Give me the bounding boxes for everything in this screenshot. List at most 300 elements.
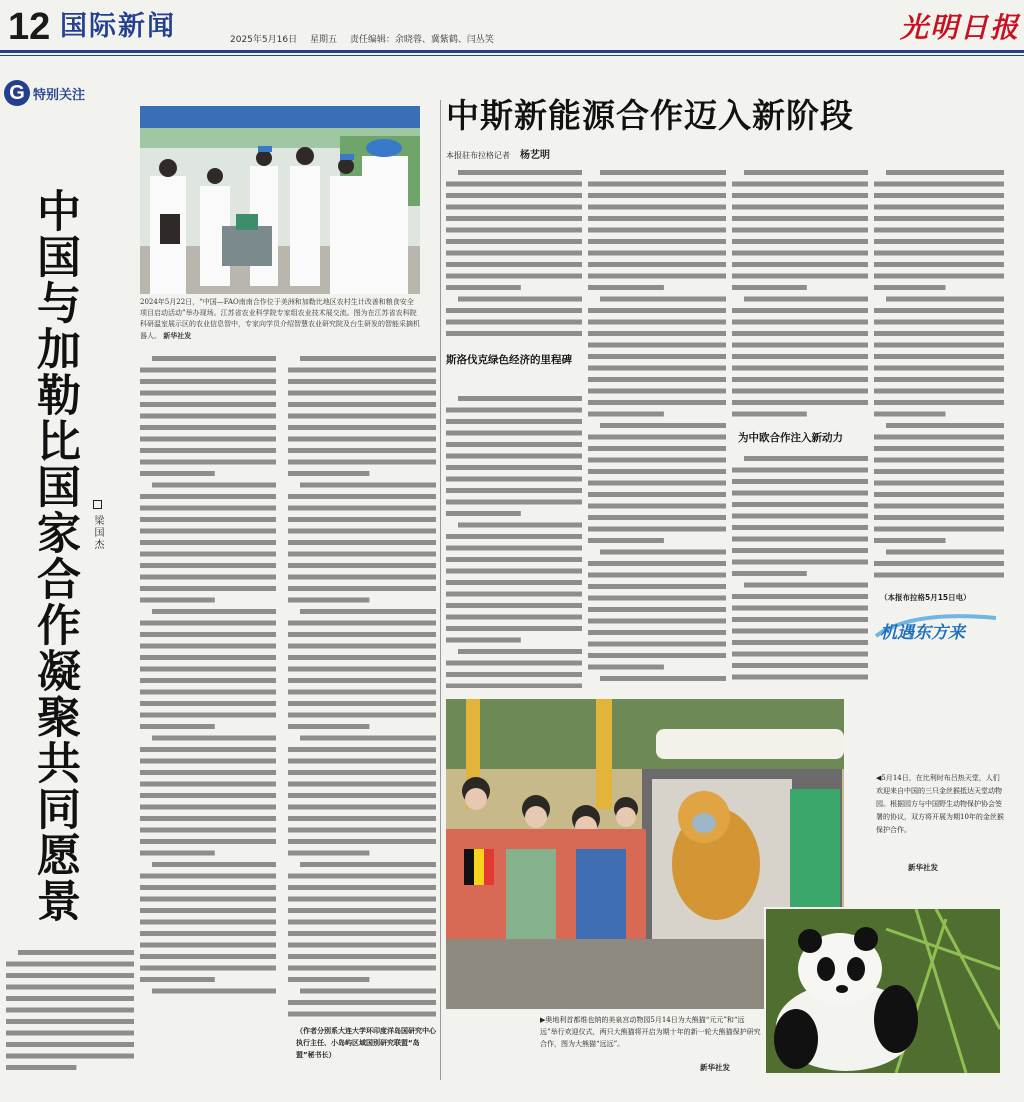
text-line <box>446 511 521 516</box>
text-line <box>288 368 436 373</box>
main-article-byline <box>446 146 550 161</box>
text-line <box>732 491 868 496</box>
text-line <box>588 389 726 394</box>
text-line <box>732 285 807 290</box>
text-line <box>874 343 1004 348</box>
left-col1-textlines <box>140 352 276 1002</box>
text-line <box>588 182 726 187</box>
main-col1a-textlines <box>446 166 582 346</box>
text-line <box>140 828 276 833</box>
text-line <box>288 575 436 580</box>
text-line <box>288 701 436 706</box>
text-line <box>6 1031 134 1036</box>
main-article-source: （本报布拉格5月15日电） <box>880 593 971 602</box>
text-line <box>588 665 664 670</box>
text-line <box>588 366 726 371</box>
text-line <box>288 598 369 603</box>
text-line <box>446 193 582 198</box>
text-line <box>140 552 276 557</box>
text-line <box>446 308 582 313</box>
text-line <box>288 793 436 798</box>
text-line <box>732 412 807 417</box>
text-line <box>874 446 1004 451</box>
text-line <box>732 228 868 233</box>
text-line <box>874 308 1004 313</box>
byline-name: 杨艺明 <box>520 150 550 161</box>
text-line <box>288 563 436 568</box>
opportunity-east-logo-art <box>872 606 1000 646</box>
text-line <box>140 943 276 948</box>
text-line <box>732 366 868 371</box>
golden-monkey-credit: 新华社发 <box>908 863 938 872</box>
text-line <box>6 962 134 967</box>
text-line <box>300 736 436 741</box>
text-line <box>874 458 1004 463</box>
text-line <box>288 966 436 971</box>
text-line <box>732 502 868 507</box>
text-line <box>588 527 726 532</box>
text-line <box>458 170 582 175</box>
text-line <box>288 724 369 729</box>
text-line <box>6 985 134 990</box>
text-line <box>588 216 726 221</box>
text-line <box>588 239 726 244</box>
text-line <box>732 468 868 473</box>
text-line <box>140 632 276 637</box>
text-line <box>732 239 868 244</box>
greenhouse-caption-text: 2024年5月22日，“中国—FAO南南合作位于美洲和加勒比地区农村生计改善和粮食安全项目启动活动”举办现场。江苏省农业科学院专家组农业技术展交流。图为在江苏省农科院科研温室展示区的农业信息智中，专家向学员介绍智慧农业研究院及台生研发的智能采摘机器人。 <box>140 298 420 340</box>
text-line <box>446 488 582 493</box>
text-line <box>288 678 436 683</box>
text-line <box>588 251 726 256</box>
main-article-col-3b <box>732 452 868 688</box>
greenhouse-caption-credit: 新华社发 <box>163 331 192 340</box>
main-article-headline: 中斯新能源合作迈入新阶段 <box>446 96 854 135</box>
text-line <box>874 205 1004 210</box>
text-line <box>140 471 215 476</box>
text-line <box>140 506 276 511</box>
text-line <box>874 354 1004 359</box>
text-line <box>446 205 582 210</box>
text-line <box>588 573 726 578</box>
text-line <box>732 262 868 267</box>
text-line <box>732 308 868 313</box>
text-line <box>874 573 1004 578</box>
text-line <box>732 606 868 611</box>
text-line <box>288 391 436 396</box>
text-line <box>874 435 1004 440</box>
text-line <box>140 851 215 856</box>
text-line <box>588 320 726 325</box>
text-line <box>732 640 868 645</box>
text-line <box>288 425 436 430</box>
text-line <box>588 596 726 601</box>
text-line <box>886 297 1004 302</box>
text-line <box>588 400 726 405</box>
text-line <box>588 446 726 451</box>
text-line <box>288 690 436 695</box>
text-line <box>288 621 436 626</box>
text-line <box>886 170 1004 175</box>
text-line <box>446 684 582 689</box>
giant-panda-credit: 新华社发 <box>700 1063 730 1072</box>
text-line <box>732 537 868 542</box>
logo-text: 机遇东方来 <box>880 623 965 643</box>
giant-panda-caption: ▶奥地利首都维也纳的美泉宫动物园5月14日为大熊猫“元元”和“远远”举行欢迎仪式，两只大熊猫将开启为期十年的新一轮大熊猫保护研究合作，图为大熊猫“远远”。 <box>540 1016 761 1048</box>
text-line <box>140 885 276 890</box>
text-line <box>874 527 1004 532</box>
column-divider <box>440 100 441 1080</box>
text-line <box>288 954 436 959</box>
text-line <box>18 950 134 955</box>
text-line <box>288 1012 436 1017</box>
main-article-col-4 <box>874 166 1004 586</box>
text-line <box>732 377 868 382</box>
text-line <box>140 529 276 534</box>
text-line <box>6 973 134 978</box>
text-line <box>732 629 868 634</box>
text-line <box>874 412 946 417</box>
text-line <box>140 908 276 913</box>
text-line <box>732 617 868 622</box>
text-line <box>288 920 436 925</box>
text-line <box>874 400 1004 405</box>
text-line <box>446 638 521 643</box>
text-line <box>288 471 369 476</box>
text-line <box>588 458 726 463</box>
text-line <box>446 408 582 413</box>
text-line <box>446 419 582 424</box>
text-line <box>152 736 276 741</box>
text-line <box>588 435 726 440</box>
author-box-icon <box>93 500 102 509</box>
text-line <box>446 580 582 585</box>
text-line <box>288 713 436 718</box>
editors: 责任编辑：余晓蓉、冀紫鹤、闫丛笑 <box>349 35 494 45</box>
text-line <box>446 672 582 677</box>
text-line <box>288 851 369 856</box>
text-line <box>140 379 276 384</box>
text-line <box>732 331 868 336</box>
text-line <box>874 561 1004 566</box>
byline-label: 本报驻布拉格记者 <box>446 151 510 160</box>
text-line <box>140 517 276 522</box>
text-line <box>744 583 868 588</box>
text-line <box>300 356 436 361</box>
text-line <box>874 469 1004 474</box>
text-line <box>288 632 436 637</box>
text-line <box>446 546 582 551</box>
text-line <box>288 644 436 649</box>
text-line <box>588 262 726 267</box>
text-line <box>446 431 582 436</box>
text-line <box>152 609 276 614</box>
text-line <box>140 621 276 626</box>
greenhouse-scene-image <box>140 106 420 294</box>
text-line <box>288 897 436 902</box>
text-line <box>732 560 868 565</box>
text-line <box>288 1000 436 1005</box>
text-line <box>588 607 726 612</box>
text-line <box>744 170 868 175</box>
text-line <box>446 262 582 267</box>
text-line <box>446 592 582 597</box>
text-line <box>588 228 726 233</box>
greenhouse-photo <box>140 106 420 294</box>
text-line <box>874 366 1004 371</box>
text-line <box>6 1008 134 1013</box>
text-line <box>152 862 276 867</box>
text-line <box>874 251 1004 256</box>
text-line <box>732 320 868 325</box>
text-line <box>744 297 868 302</box>
left-article-col-1 <box>140 352 276 1002</box>
text-line <box>874 182 1004 187</box>
text-line <box>140 540 276 545</box>
text-line <box>588 308 726 313</box>
text-line <box>588 377 726 382</box>
text-line <box>140 816 276 821</box>
text-line <box>140 575 276 580</box>
text-line <box>140 701 276 706</box>
text-line <box>588 354 726 359</box>
text-line <box>732 274 868 279</box>
text-line <box>458 297 582 302</box>
text-line <box>732 525 868 530</box>
text-line <box>140 563 276 568</box>
text-line <box>874 285 946 290</box>
text-line <box>886 550 1004 555</box>
text-line <box>446 465 582 470</box>
text-line <box>140 874 276 879</box>
text-line <box>588 584 726 589</box>
text-line <box>140 966 276 971</box>
text-line <box>288 977 369 982</box>
text-line <box>458 523 582 528</box>
text-line <box>732 571 807 576</box>
text-line <box>732 663 868 668</box>
text-line <box>588 343 726 348</box>
text-line <box>300 483 436 488</box>
left-article-author <box>90 500 105 551</box>
text-line <box>140 644 276 649</box>
giant-panda-photo <box>764 907 1002 1075</box>
author-name: 梁国杰 <box>92 515 103 551</box>
text-line <box>288 908 436 913</box>
text-line <box>140 460 276 465</box>
text-line <box>874 515 1004 520</box>
text-line <box>6 1065 76 1070</box>
text-line <box>140 793 276 798</box>
text-line <box>446 557 582 562</box>
text-line <box>140 598 215 603</box>
golden-monkey-caption: ◀5月14日，在比利时布吕热天堂，人们欢迎来自中国的三只金丝猴抵达天堂动物园。根据园方与中国野生动物保护协会签署的协议，双方将开展为期10年的金丝猴保护合作。 <box>876 774 1004 834</box>
text-line <box>874 492 1004 497</box>
text-line <box>152 356 276 361</box>
text-line <box>732 514 868 519</box>
text-line <box>732 400 868 405</box>
text-line <box>446 477 582 482</box>
text-line <box>140 931 276 936</box>
text-line <box>588 193 726 198</box>
left-lead-textlines <box>6 946 134 1076</box>
text-line <box>874 320 1004 325</box>
text-line <box>140 368 276 373</box>
text-line <box>288 529 436 534</box>
text-line <box>600 297 726 302</box>
text-line <box>288 931 436 936</box>
text-line <box>152 989 276 994</box>
text-line <box>288 805 436 810</box>
text-line <box>140 414 276 419</box>
text-line <box>288 460 436 465</box>
text-line <box>140 655 276 660</box>
text-line <box>588 331 726 336</box>
main-subhead-1: 斯洛伐克绿色经济的里程碑 <box>446 354 572 366</box>
text-line <box>140 448 276 453</box>
text-line <box>6 1054 134 1059</box>
text-line <box>288 448 436 453</box>
text-line <box>140 954 276 959</box>
text-line <box>300 862 436 867</box>
text-line <box>6 996 134 1001</box>
text-line <box>140 425 276 430</box>
text-line <box>588 205 726 210</box>
text-line <box>600 550 726 555</box>
text-line <box>732 343 868 348</box>
opportunity-east-logo <box>872 606 1000 646</box>
text-line <box>446 534 582 539</box>
text-line <box>446 251 582 256</box>
text-line <box>446 500 582 505</box>
text-line <box>288 494 436 499</box>
text-line <box>732 193 868 198</box>
text-line <box>288 586 436 591</box>
main-col1b-textlines <box>446 392 582 688</box>
text-line <box>446 569 582 574</box>
text-line <box>732 251 868 256</box>
text-line <box>588 504 726 509</box>
text-line <box>874 389 1004 394</box>
text-line <box>588 285 664 290</box>
g-badge-icon: G <box>4 80 30 106</box>
text-line <box>588 630 726 635</box>
header-rule <box>0 50 1024 53</box>
text-line <box>874 538 946 543</box>
text-line <box>446 626 582 631</box>
main-article-col-2 <box>588 166 726 688</box>
main-col4-textlines <box>874 166 1004 586</box>
section-title: 国际新闻 <box>60 11 176 42</box>
text-line <box>446 320 582 325</box>
text-line <box>600 423 726 428</box>
text-line <box>874 331 1004 336</box>
text-line <box>152 483 276 488</box>
text-line <box>288 402 436 407</box>
main-article-col-1b <box>446 392 582 688</box>
issue-weekday: 星期五 <box>309 35 337 45</box>
newspaper-logo: 光明日报 <box>900 11 1021 44</box>
text-line <box>732 389 868 394</box>
text-line <box>288 379 436 384</box>
text-line <box>140 437 276 442</box>
text-line <box>600 676 726 681</box>
header-meta <box>230 32 504 45</box>
text-line <box>288 885 436 890</box>
text-line <box>140 494 276 499</box>
text-line <box>732 182 868 187</box>
text-line <box>874 228 1004 233</box>
page-number: 12 <box>8 6 51 48</box>
text-line <box>300 609 436 614</box>
text-line <box>446 442 582 447</box>
text-line <box>732 675 868 680</box>
text-line <box>446 182 582 187</box>
text-line <box>140 805 276 810</box>
special-focus-tag <box>4 80 85 106</box>
text-line <box>288 655 436 660</box>
text-line <box>874 481 1004 486</box>
text-line <box>288 540 436 545</box>
text-line <box>874 377 1004 382</box>
main-col2-textlines <box>588 166 726 688</box>
text-line <box>6 1019 134 1024</box>
text-line <box>874 193 1004 198</box>
main-article-col-1a <box>446 166 582 346</box>
text-line <box>588 492 726 497</box>
text-line <box>6 1042 134 1047</box>
text-line <box>446 661 582 666</box>
text-line <box>446 216 582 221</box>
text-line <box>886 423 1004 428</box>
text-line <box>140 839 276 844</box>
text-line <box>446 274 582 279</box>
text-line <box>588 469 726 474</box>
greenhouse-photo-caption <box>140 297 420 342</box>
text-line <box>288 759 436 764</box>
text-line <box>732 205 868 210</box>
text-line <box>446 239 582 244</box>
text-line <box>140 897 276 902</box>
text-line <box>588 619 726 624</box>
text-line <box>288 414 436 419</box>
text-line <box>140 920 276 925</box>
text-line <box>288 816 436 821</box>
left-article-headline: 中国与加勒比国家合作凝聚共同愿景 <box>29 188 80 924</box>
text-line <box>446 615 582 620</box>
text-line <box>588 538 664 543</box>
text-line <box>600 170 726 175</box>
text-line <box>732 594 868 599</box>
text-line <box>458 649 582 654</box>
text-line <box>732 548 868 553</box>
text-line <box>732 652 868 657</box>
text-line <box>288 552 436 557</box>
text-line <box>140 690 276 695</box>
text-line <box>588 412 664 417</box>
text-line <box>140 586 276 591</box>
text-line <box>288 667 436 672</box>
text-line <box>300 989 436 994</box>
text-line <box>140 678 276 683</box>
text-line <box>732 216 868 221</box>
left-article-col-lead <box>6 946 134 1076</box>
text-line <box>446 228 582 233</box>
special-focus-label: 特别关注 <box>33 87 86 103</box>
issue-date: 2025年5月16日 <box>230 35 298 45</box>
text-line <box>588 642 726 647</box>
left-article-footnote: （作者分别系大连大学环印度洋岛国研究中心执行主任、小岛屿区域国别研究联盟“岛盟”秘书长） <box>296 1027 436 1059</box>
